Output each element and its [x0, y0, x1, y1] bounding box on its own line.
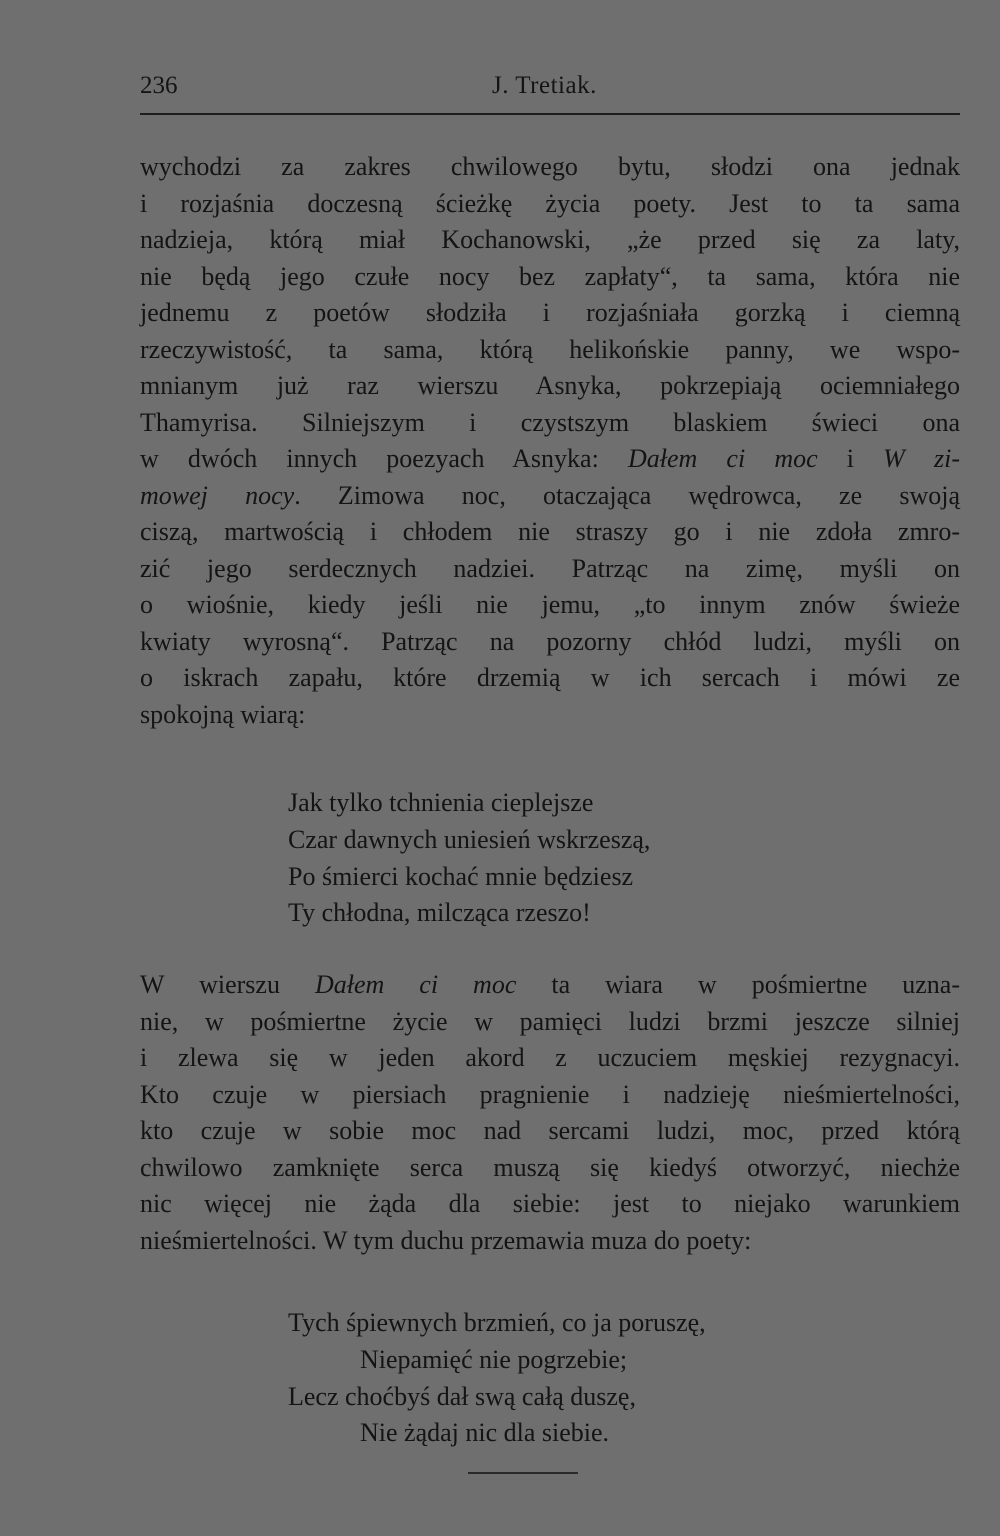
text-segment: nie, w pośmiertne życie w pamięci ludzi brzmi jeszcze silniej	[140, 1006, 960, 1036]
verse-line: Niepamięć nie pogrzebie;	[360, 1344, 628, 1374]
page-header	[140, 72, 960, 112]
text-line	[140, 1223, 960, 1260]
text-line	[140, 1077, 960, 1114]
verse-stanza-1	[288, 785, 650, 932]
text-segment: kwiaty wyrosną“. Patrząc na pozorny chłód ludzi, myśli on	[140, 626, 960, 656]
verse-line: Lecz choćbyś dał swą całą duszę,	[288, 1381, 636, 1411]
running-head: J. Tretiak.	[492, 72, 597, 99]
text-line	[140, 1150, 960, 1187]
text-segment: ciszą, martwością i chłodem nie straszy go i nie zdoła zmro-	[140, 517, 960, 546]
text-segment: mnianym już raz wierszu Asnyka, pokrzepiają ociemniałego	[140, 371, 960, 400]
text-line	[140, 222, 960, 259]
verse-line: Nie żądaj nic dla siebie.	[360, 1418, 610, 1448]
end-rule	[468, 1472, 578, 1474]
text-line	[140, 295, 960, 332]
italic-title: mowej nocy	[140, 480, 295, 510]
paragraph-2	[140, 967, 960, 1259]
text-segment: jednemu z poetów słodziła i rozjaśniała gorzką i ciemną	[140, 298, 960, 327]
text-segment: Kto czuje w piersiach pragnienie i nadzieję nieśmiertelności,	[140, 1079, 960, 1109]
text-line	[140, 186, 960, 223]
text-segment: kto czuje w sobie moc nad sercami ludzi, moc, przed którą	[140, 1116, 960, 1145]
text-segment: wychodzi za zakres chwilowego bytu, słodzi ona jednak	[140, 152, 960, 181]
text-segment: ta wiara w pośmiertne uzna-	[516, 970, 960, 999]
text-line	[140, 441, 960, 478]
text-line	[140, 1040, 960, 1077]
text-line	[140, 660, 960, 697]
text-segment: rzeczywistość, ta sama, którą helikońskie panny, we wspo-	[140, 334, 960, 364]
text-segment: nieśmiertelności. W tym duchu przemawia muza do poety:	[140, 1225, 752, 1255]
text-segment: nic więcej nie żąda dla siebie: jest to niejako warunkiem	[140, 1189, 960, 1218]
text-segment: . Zimowa noc, otaczająca wędrowca, ze swoją	[294, 480, 960, 510]
verse-line: Jak tylko tchnienia cieplejsze	[288, 788, 594, 817]
text-segment: o iskrach zapału, które drzemią w ich sercach i mówi ze	[140, 663, 960, 692]
text-segment: i zlewa się w jeden akord z uczuciem męskiej rezygnacyi.	[140, 1043, 960, 1072]
text-line	[140, 967, 960, 1004]
text-line	[140, 259, 960, 296]
italic-title: W zi-	[883, 444, 960, 473]
text-line	[140, 1186, 960, 1223]
text-segment: W wierszu	[140, 970, 315, 999]
verse-line: Czar dawnych uniesień wskrzeszą,	[288, 824, 651, 854]
text-segment: nadzieja, którą miał Kochanowski, „że przed się za laty,	[140, 225, 960, 254]
text-line	[140, 478, 960, 515]
text-line	[140, 587, 960, 624]
text-line	[140, 624, 960, 661]
verse-line: Ty chłodna, milcząca rzeszo!	[288, 898, 591, 928]
verse-line: Po śmierci kochać mnie będziesz	[288, 861, 634, 891]
text-segment: Thamyrisa. Silniejszym i czystszym blaskiem świeci ona	[140, 407, 960, 437]
text-line	[140, 149, 960, 186]
text-segment: i	[817, 444, 884, 473]
text-segment: i rozjaśnia doczesną ścieżkę życia poety. Jest to ta sama	[140, 188, 960, 218]
text-line	[140, 368, 960, 405]
text-line	[140, 551, 960, 588]
text-segment: o wiośnie, kiedy jeśli nie jemu, „to innym znów świeże	[140, 590, 960, 619]
page-number: 236	[140, 72, 178, 99]
text-line	[140, 697, 960, 734]
text-segment: w dwóch innych poezyach Asnyka:	[140, 444, 628, 473]
text-line	[140, 1113, 960, 1150]
text-segment: nie będą jego czułe nocy bez zapłaty“, ta sama, która nie	[140, 261, 960, 291]
text-line	[140, 514, 960, 551]
verse-line: Tych śpiewnych brzmień, co ja poruszę,	[288, 1308, 706, 1337]
header-rule	[140, 113, 960, 115]
italic-title: Dałem ci moc	[627, 444, 818, 473]
italic-title: Dałem ci moc	[314, 970, 517, 999]
text-line	[140, 332, 960, 369]
text-segment: zić jego serdecznych nadziei. Patrząc na zimę, myśli on	[140, 553, 960, 583]
text-segment: spokojną wiarą:	[140, 699, 306, 729]
text-line	[140, 405, 960, 442]
paragraph-1	[140, 149, 960, 733]
text-line	[140, 1004, 960, 1041]
text-segment: chwilowo zamknięte serca muszą się kiedyś otworzyć, niechże	[140, 1152, 960, 1182]
verse-stanza-2	[288, 1305, 706, 1452]
